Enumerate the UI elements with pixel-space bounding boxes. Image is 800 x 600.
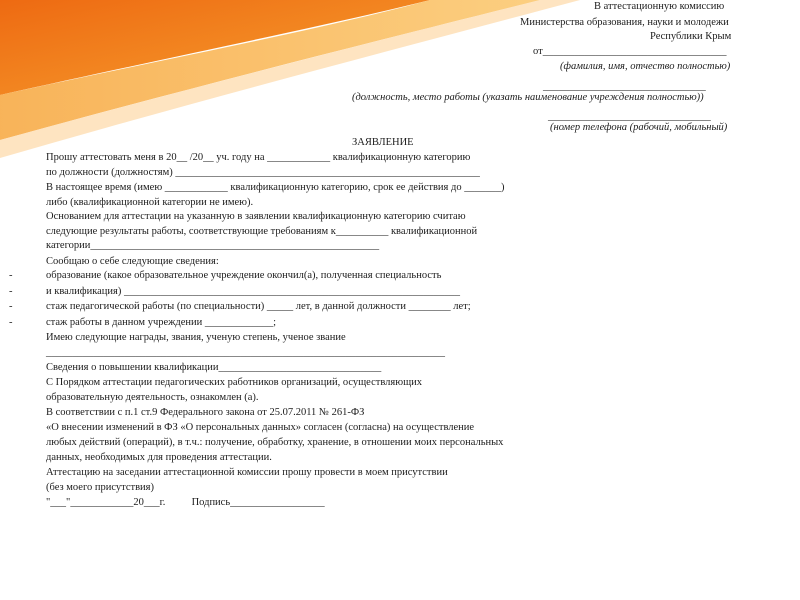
body-line: и квалификация) ________________________________________________________________ (46, 286, 460, 297)
fio-hint: (фамилия, имя, отчество полностью) (560, 61, 731, 72)
body-line: Основанием для аттестации на указанную в заявлении квалификационную категорию считаю (46, 211, 466, 222)
position-hint: (должность, место работы (указать наименование учреждения полностью)) (352, 92, 704, 103)
body-line: «О внесении изменений в ФЗ «О персональных данных» согласен (согласна) на осуществление (46, 422, 475, 433)
position-field: _______________________________ (543, 81, 706, 92)
body-line: Имею следующие награды, звания, ученую степень, ученое звание (46, 332, 346, 343)
body-line: следующие результаты работы, соответствующие требованиям к__________ квалификационной (46, 226, 478, 237)
body-line: В настоящее время (имею ____________ квалификационную категорию, срок ее действия до _______) (46, 182, 505, 193)
list-bullet: - (9, 317, 13, 328)
phone-field: _______________________________ (548, 111, 711, 122)
list-bullet: - (9, 270, 13, 281)
addressee-line-3: Республики Крым (650, 31, 732, 42)
document-title: ЗАЯВЛЕНИЕ (352, 137, 414, 148)
signature-line: "___"____________20___г. Подпись__________________ (46, 497, 325, 508)
addressee-line-2: Министерства образования, науки и молодежи (520, 17, 729, 28)
body-line: Сообщаю о себе следующие сведения: (46, 256, 219, 267)
addressee-line-1: В аттестационную комиссию (594, 1, 725, 12)
body-line: Сведения о повышении квалификации_______________________________ (46, 362, 382, 373)
body-line: по должности (должностям) __________________________________________________________ (46, 167, 480, 178)
body-line: Прошу аттестовать меня в 20__ /20__ уч. году на ____________ квалификационную категорию (46, 152, 471, 163)
body-line: В соответствии с п.1 ст.9 Федерального закона от 25.07.2011 № 261-ФЗ (46, 407, 365, 418)
body-line: стаж педагогической работы (по специальности) _____ лет, в данной должности ________ лет; (46, 301, 471, 312)
list-bullet: - (9, 286, 13, 297)
body-line: С Порядком аттестации педагогических работников организаций, осуществляющих (46, 377, 423, 388)
body-line: ____________________________________________________________________________ (46, 347, 445, 358)
list-bullet: - (9, 301, 13, 312)
body-line: Аттестацию на заседании аттестационной комиссии прошу провести в моем присутствии (46, 467, 448, 478)
body-line: любых действий (операций), в т.ч.: получение, обработку, хранение, в отношении моих персональных (46, 437, 504, 448)
body-line: (без моего присутствия) (46, 482, 154, 493)
phone-hint: (номер телефона (рабочий, мобильный) (550, 122, 728, 133)
from-field: от___________________________________ (533, 46, 727, 57)
body-line: образовательную деятельность, ознакомлен (а). (46, 392, 259, 403)
body-line: либо (квалификационной категории не имею). (46, 197, 254, 208)
body-line: данных, необходимых для проведения аттестации. (46, 452, 272, 463)
body-line: образование (какое образовательное учреждение окончил(а), полученная специальность (46, 270, 442, 281)
body-line: категории_______________________________________________________ (46, 240, 380, 251)
body-line: стаж работы в данном учреждении _____________; (46, 317, 277, 328)
